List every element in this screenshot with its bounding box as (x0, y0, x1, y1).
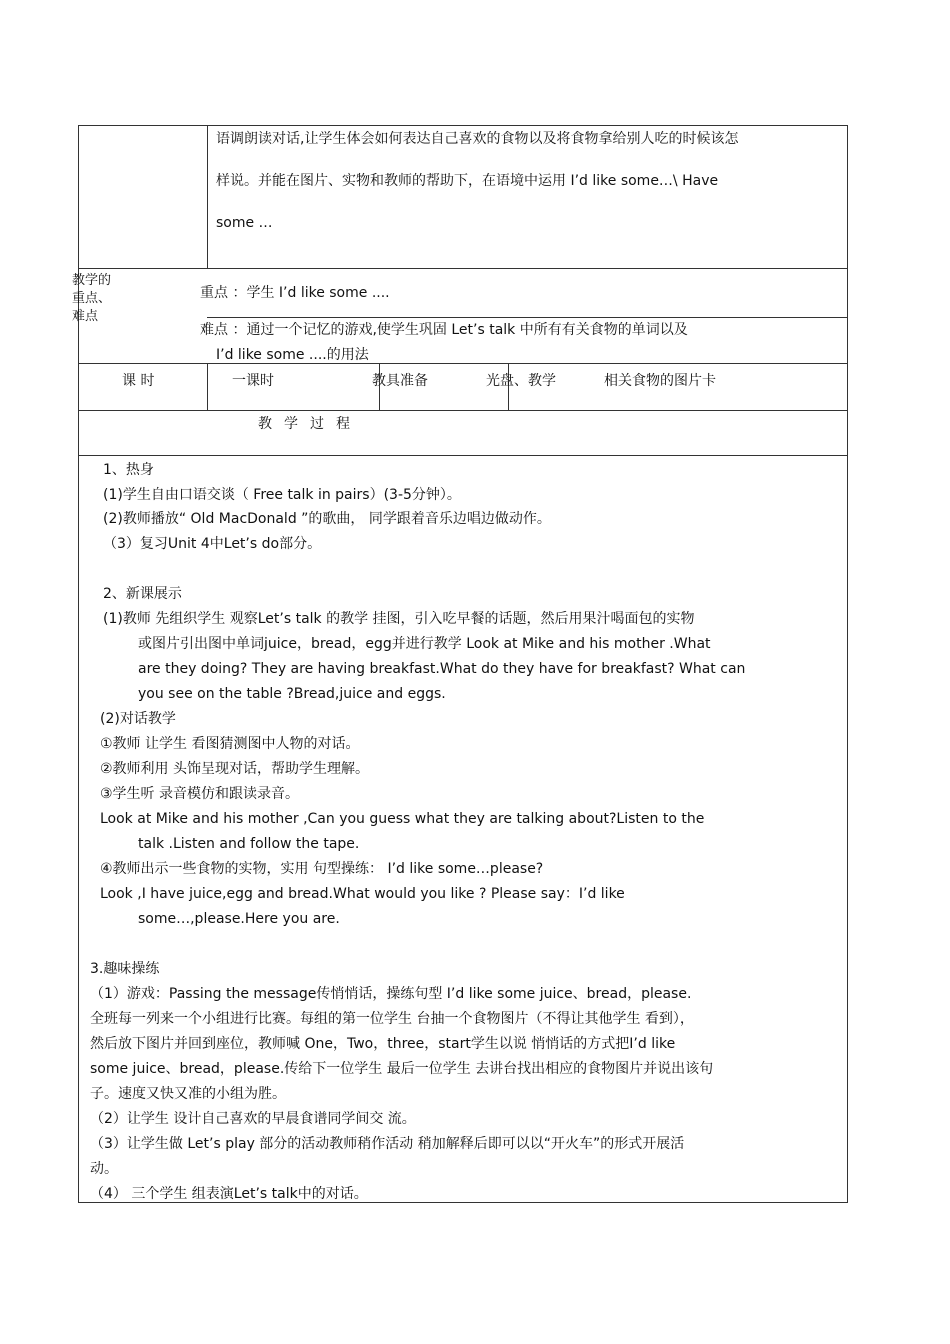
process-line: （3）让学生做 Let’s play 部分的活动教师稍作活动 稍加解释后即可以以“开火车”的形式开展活 (90, 1136, 685, 1152)
process-line: (1)教师 先组织学生 观察Let’s talk 的教学 挂图，引入吃早餐的话题，然后用果汁喝面包的实物 (103, 611, 695, 627)
process-line: (1)学生自由口语交谈（ Free talk in pairs）(3-5分钟）。 (103, 487, 461, 503)
process-line: talk .Listen and follow the tape. (138, 836, 360, 852)
process-line: you see on the table ?Bread,juice and eggs. (138, 686, 446, 702)
hours-value: 一课时 (232, 373, 274, 389)
key-point: 重点 ：学生 I’d like some .... (200, 285, 390, 301)
process-line: 子。速度又快又准的小组为胜。 (90, 1086, 286, 1102)
process-line: (2)教师播放“ Old MacDonald ”的歌曲， 同学跟着音乐边唱边做动作。 (103, 511, 551, 527)
objectives-line-1: 语调朗读对话,让学生体会如何表达自己喜欢的食物以及将食物拿给别人吃的时候该怎 (216, 131, 739, 147)
tools-value: 光盘、教学 (486, 373, 556, 389)
process-line: （3）复习Unit 4中Let’s do部分。 (103, 536, 322, 552)
process-line: （1）游戏：Passing the message传悄悄话，操练句型 I’d like some juice、bread，please. (90, 986, 692, 1002)
focus-label: 教学的重点、难点 (72, 273, 112, 324)
process-line: (2)对话教学 (100, 711, 176, 727)
process-line: some…,please.Here you are. (138, 911, 340, 927)
process-line: ②教师利用 头饰呈现对话，帮助学生理解。 (100, 761, 369, 777)
difficulty-line-1: 难点 ：通过一个记忆的游戏,使学生巩固 Let’s talk 中所有有关食物的单词以及 (200, 322, 688, 338)
tools-label: 教具准备 (372, 373, 428, 389)
objectives-line-3: some … (216, 215, 273, 231)
process-line: 2、新课展示 (103, 586, 182, 602)
row-divider-keypoint (207, 317, 848, 318)
process-line: （4） 三个学生 组表演Let’s talk中的对话。 (90, 1186, 368, 1202)
col-divider-label (207, 125, 208, 268)
process-line: 或图片引出图中单词juice，bread，egg并进行教学 Look at Mike and his mother .What (138, 636, 711, 652)
tools-extra: 相关食物的图片卡 (604, 373, 716, 389)
process-line: Look at Mike and his mother ,Can you guess what they are talking about?Listen to the (100, 811, 705, 827)
row-divider-meta (78, 410, 848, 411)
process-line: 1、热身 (103, 462, 154, 478)
process-line: some juice、bread，please.传给下一位学生 最后一位学生 去讲台找出相应的食物图片并说出该句 (90, 1061, 714, 1077)
process-line: 全班每一列来一个小组进行比赛。每组的第一位学生 台抽一个食物图片（不得让其他学生 看到）， (90, 1011, 694, 1027)
process-line: （2）让学生 设计自己喜欢的早晨食谱同学间交 流。 (90, 1111, 416, 1127)
process-line: ①教师 让学生 看图猜测图中人物的对话。 (100, 736, 360, 752)
process-line: ③学生听 录音模仿和跟读录音。 (100, 786, 300, 802)
process-line: 动。 (90, 1161, 118, 1177)
process-line: Look ,I have juice,egg and bread.What would you like ? Please say：I’d like (100, 886, 625, 902)
row-divider-focus (78, 363, 848, 364)
process-line: are they doing? They are having breakfast.What do they have for breakfast? What can (138, 661, 746, 677)
process-line: 3.趣味操练 (90, 961, 160, 977)
process-line: 然后放下图片并回到座位，教师喊 One，Two，three，start学生以说 悄悄话的方式把I’d like (90, 1036, 676, 1052)
objectives-line-2: 样说。并能在图片、实物和教师的帮助下，在语境中运用 I’d like some…\ Have (216, 173, 719, 189)
row-divider-objectives (78, 268, 848, 269)
hours-label: 课 时 (122, 373, 155, 389)
process-line: ④教师出示一些食物的实物，实用 句型操练： I’d like some…please? (100, 861, 544, 877)
difficulty-line-2: I’d like some ....的用法 (216, 347, 369, 363)
row-divider-process-title (78, 455, 848, 456)
col-divider-meta-1 (207, 363, 208, 410)
process-title: 教学过程 (258, 416, 362, 432)
